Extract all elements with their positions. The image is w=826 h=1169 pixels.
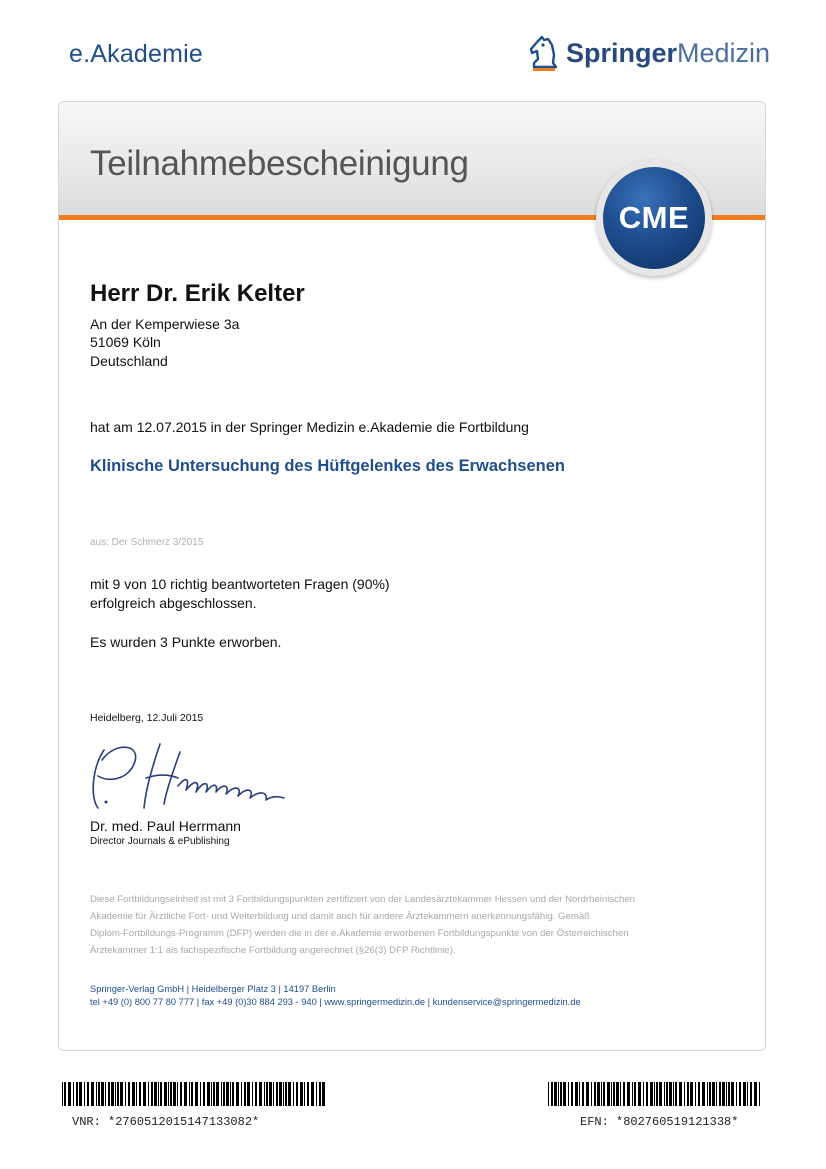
address-country: Deutschland — [90, 353, 168, 369]
publisher-contact: tel +49 (0) 800 77 80 777 | fax +49 (0)30 884 293 - 940 | www.springermedizin.de | kundenservice@springermedizin.de — [90, 997, 581, 1007]
result-line-2: erfolgreich abgeschlossen. — [90, 595, 257, 611]
cme-badge — [596, 160, 712, 276]
vnr-code: VNR: *2760512015147133082* — [72, 1115, 260, 1129]
certificate-title: Teilnahmebescheinigung — [90, 144, 469, 183]
address-street: An der Kemperwiese 3a — [90, 316, 240, 332]
course-title: Klinische Untersuchung des Hüftgelenkes des Erwachsenen — [90, 457, 565, 475]
cme-badge-label: CME — [618, 200, 690, 235]
springer-medizin-wordmark: SpringerMedizin — [566, 37, 771, 68]
knight-icon — [528, 33, 560, 73]
efn-code: EFN: *802760519121338* — [580, 1115, 739, 1129]
intro-text: hat am 12.07.2015 in der Springer Medizin e.Akademie die Fortbildung — [90, 419, 529, 435]
signer-role: Director Journals & ePublishing — [90, 836, 230, 847]
address-city: 51069 Köln — [90, 334, 161, 350]
place-date: Heidelberg, 12.Juli 2015 — [90, 712, 204, 724]
vnr-barcode — [62, 1082, 330, 1106]
points-earned: Es wurden 3 Punkte erworben. — [90, 634, 282, 650]
efn-barcode — [548, 1082, 766, 1106]
result-line-1: mit 9 von 10 richtig beantworteten Fragen (90%) — [90, 576, 390, 592]
recipient-name: Herr Dr. Erik Kelter — [90, 280, 305, 307]
publisher-address: Springer-Verlag GmbH | Heidelberger Platz 3 | 14197 Berlin — [90, 984, 336, 994]
source-reference: aus: Der Schmerz 3/2015 — [90, 537, 204, 548]
signer-name: Dr. med. Paul Herrmann — [90, 818, 241, 834]
certification-disclaimer: Diese Fortbildungseinheit ist mit 3 Fortbildungspunkten zertifiziert von der Landesärztekammer Hessen und der Nordrheinischen Akademie für Ärztliche Fort- und Weiterbildung und damit auch für andere Ärztekammern anerkennungsfähig. Gemäß Diplom-Fortbildungs-Programm (DFP) werden die in der e.Akademie erworbenen Fortbildungspunkte von der Österreichischen Ärztekammer 1:1 als fachspezifische Fortbildung angerechnet (§26(3) DFP Richtlinie). — [90, 894, 635, 956]
springer-medizin-logo — [528, 30, 770, 76]
signature-image — [86, 738, 291, 818]
e-akademie-logo: e.Akademie — [69, 40, 204, 68]
